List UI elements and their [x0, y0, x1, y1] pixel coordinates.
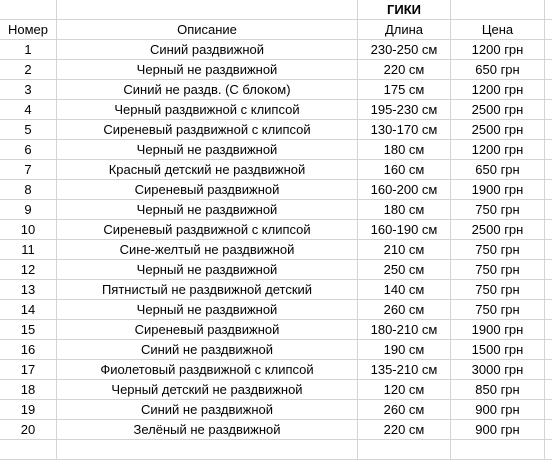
cell-empty[interactable] — [545, 220, 552, 240]
header-description[interactable]: Описание — [57, 20, 358, 40]
cell-number[interactable]: 12 — [0, 260, 57, 280]
cell-description[interactable]: Пятнистый не раздвижной детский — [57, 280, 358, 300]
cell-number[interactable]: 15 — [0, 320, 57, 340]
cell-empty[interactable] — [545, 420, 552, 440]
header-number[interactable]: Номер — [0, 20, 57, 40]
cell-number[interactable]: 1 — [0, 40, 57, 60]
sheet-title[interactable]: ГИКИ — [358, 0, 451, 20]
cell-empty[interactable] — [545, 180, 552, 200]
cell-length[interactable]: 175 см — [358, 80, 451, 100]
cell-price[interactable]: 750 грн — [451, 200, 545, 220]
cell-empty[interactable] — [545, 400, 552, 420]
cell-length[interactable]: 195-230 см — [358, 100, 451, 120]
cell-description[interactable]: Синий не раздвижной — [57, 340, 358, 360]
cell-length[interactable]: 220 см — [358, 420, 451, 440]
cell-number[interactable]: 19 — [0, 400, 57, 420]
cell-empty[interactable] — [0, 440, 57, 460]
cell-empty[interactable] — [545, 240, 552, 260]
cell-empty[interactable] — [545, 320, 552, 340]
cell-length[interactable]: 160 см — [358, 160, 451, 180]
cell-price[interactable]: 850 грн — [451, 380, 545, 400]
cell-length[interactable]: 220 см — [358, 60, 451, 80]
cell-length[interactable]: 210 см — [358, 240, 451, 260]
cell-number[interactable]: 18 — [0, 380, 57, 400]
cell-number[interactable]: 17 — [0, 360, 57, 380]
cell-number[interactable]: 2 — [0, 60, 57, 80]
cell-price[interactable]: 650 грн — [451, 60, 545, 80]
cell-description[interactable]: Сине-желтый не раздвижной — [57, 240, 358, 260]
cell-number[interactable]: 13 — [0, 280, 57, 300]
cell-price[interactable]: 1200 грн — [451, 80, 545, 100]
cell-price[interactable]: 2500 грн — [451, 120, 545, 140]
cell-price[interactable]: 750 грн — [451, 300, 545, 320]
cell-empty[interactable] — [545, 40, 552, 60]
cell-price[interactable]: 3000 грн — [451, 360, 545, 380]
cell-title-d[interactable] — [451, 0, 545, 20]
cell-price[interactable]: 1900 грн — [451, 180, 545, 200]
cell-price[interactable]: 900 грн — [451, 400, 545, 420]
cell-empty[interactable] — [545, 80, 552, 100]
cell-empty[interactable] — [545, 120, 552, 140]
cell-length[interactable]: 120 см — [358, 380, 451, 400]
cell-empty[interactable] — [545, 100, 552, 120]
cell-description[interactable]: Сиреневый раздвижной с клипсой — [57, 120, 358, 140]
cell-length[interactable]: 130-170 см — [358, 120, 451, 140]
cell-title-e[interactable] — [545, 0, 552, 20]
cell-description[interactable]: Черный раздвижной с клипсой — [57, 100, 358, 120]
cell-number[interactable]: 14 — [0, 300, 57, 320]
cell-description[interactable]: Черный не раздвижной — [57, 200, 358, 220]
cell-price[interactable]: 750 грн — [451, 280, 545, 300]
cell-description[interactable]: Зелёный не раздвижной — [57, 420, 358, 440]
cell-price[interactable]: 650 грн — [451, 160, 545, 180]
cell-length[interactable]: 230-250 см — [358, 40, 451, 60]
cell-price[interactable]: 750 грн — [451, 260, 545, 280]
cell-description[interactable]: Сиреневый раздвижной — [57, 180, 358, 200]
cell-empty[interactable] — [545, 280, 552, 300]
cell-description[interactable]: Красный детский не раздвижной — [57, 160, 358, 180]
cell-number[interactable]: 8 — [0, 180, 57, 200]
cell-number[interactable]: 3 — [0, 80, 57, 100]
cell-description[interactable]: Сиреневый раздвижной с клипсой — [57, 220, 358, 240]
cell-price[interactable]: 750 грн — [451, 240, 545, 260]
cell-price[interactable]: 1900 грн — [451, 320, 545, 340]
cell-title-b[interactable] — [57, 0, 358, 20]
cell-description[interactable]: Синий раздвижной — [57, 40, 358, 60]
cell-description[interactable]: Черный не раздвижной — [57, 300, 358, 320]
cell-number[interactable]: 10 — [0, 220, 57, 240]
cell-description[interactable]: Синий не раздвижной — [57, 400, 358, 420]
cell-price[interactable]: 2500 грн — [451, 220, 545, 240]
cell-number[interactable]: 9 — [0, 200, 57, 220]
cell-empty[interactable] — [358, 440, 451, 460]
cell-price[interactable]: 1200 грн — [451, 40, 545, 60]
cell-empty[interactable] — [545, 260, 552, 280]
cell-price[interactable]: 2500 грн — [451, 100, 545, 120]
cell-description[interactable]: Фиолетовый раздвижной с клипсой — [57, 360, 358, 380]
cell-empty[interactable] — [545, 140, 552, 160]
cell-length[interactable]: 180-210 см — [358, 320, 451, 340]
cell-empty[interactable] — [545, 380, 552, 400]
cell-length[interactable]: 260 см — [358, 400, 451, 420]
cell-number[interactable]: 7 — [0, 160, 57, 180]
cell-description[interactable]: Черный не раздвижной — [57, 140, 358, 160]
header-empty[interactable] — [545, 20, 552, 40]
cell-number[interactable]: 5 — [0, 120, 57, 140]
cell-empty[interactable] — [545, 160, 552, 180]
cell-length[interactable]: 180 см — [358, 140, 451, 160]
cell-length[interactable]: 160-200 см — [358, 180, 451, 200]
cell-price[interactable]: 900 грн — [451, 420, 545, 440]
cell-description[interactable]: Синий не раздв. (С блоком) — [57, 80, 358, 100]
cell-number[interactable]: 4 — [0, 100, 57, 120]
cell-length[interactable]: 160-190 см — [358, 220, 451, 240]
cell-description[interactable]: Сиреневый раздвижной — [57, 320, 358, 340]
cell-length[interactable]: 190 см — [358, 340, 451, 360]
cell-title-a[interactable] — [0, 0, 57, 20]
cell-empty[interactable] — [57, 440, 358, 460]
cell-description[interactable]: Черный детский не раздвижной — [57, 380, 358, 400]
cell-number[interactable]: 6 — [0, 140, 57, 160]
cell-empty[interactable] — [545, 440, 552, 460]
cell-length[interactable]: 260 см — [358, 300, 451, 320]
cell-length[interactable]: 135-210 см — [358, 360, 451, 380]
header-price[interactable]: Цена — [451, 20, 545, 40]
cell-number[interactable]: 16 — [0, 340, 57, 360]
cell-number[interactable]: 11 — [0, 240, 57, 260]
cell-empty[interactable] — [545, 340, 552, 360]
cell-description[interactable]: Черный не раздвижной — [57, 60, 358, 80]
cell-number[interactable]: 20 — [0, 420, 57, 440]
cell-length[interactable]: 140 см — [358, 280, 451, 300]
cell-length[interactable]: 180 см — [358, 200, 451, 220]
cell-length[interactable]: 250 см — [358, 260, 451, 280]
cell-empty[interactable] — [545, 200, 552, 220]
cell-price[interactable]: 1500 грн — [451, 340, 545, 360]
header-length[interactable]: Длина — [358, 20, 451, 40]
cell-empty[interactable] — [451, 440, 545, 460]
cell-description[interactable]: Черный не раздвижной — [57, 260, 358, 280]
cell-empty[interactable] — [545, 360, 552, 380]
cell-empty[interactable] — [545, 60, 552, 80]
cell-empty[interactable] — [545, 300, 552, 320]
cell-price[interactable]: 1200 грн — [451, 140, 545, 160]
